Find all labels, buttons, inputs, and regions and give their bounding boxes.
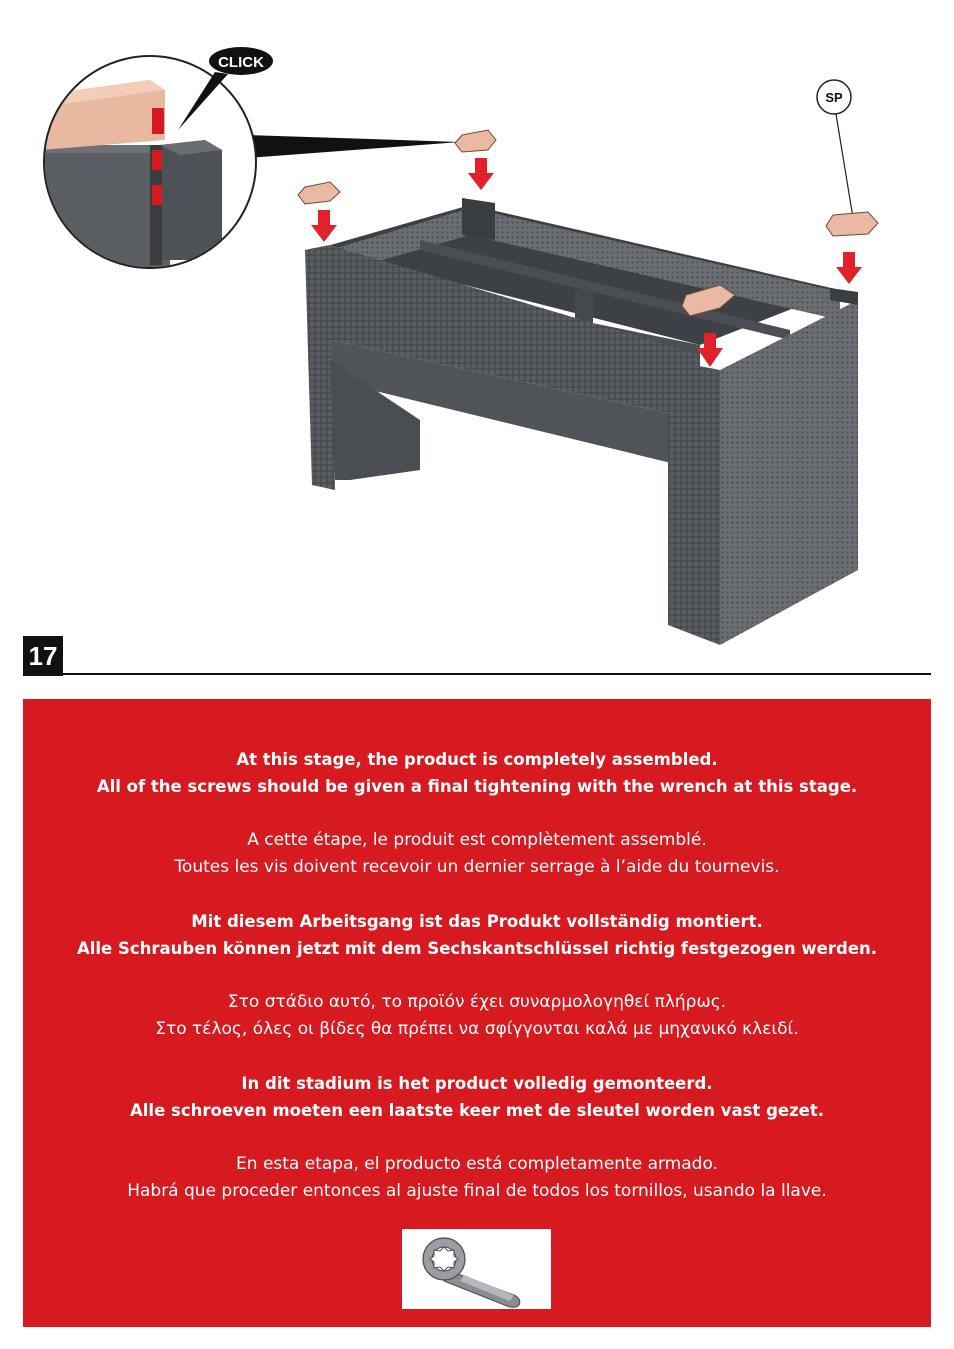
instruction-line: Mit diesem Arbeitsgang ist das Produkt vollständig montiert. <box>191 912 763 931</box>
instruction-line: Alle schroeven moeten een laatste keer met de sleutel worden vast gezet. <box>129 1101 825 1120</box>
instruction-es <box>23 1151 931 1205</box>
zoom-pointer <box>248 135 460 158</box>
instruction-line: Toutes les vis doivent recevoir un dernier serrage à l’aide du tournevis. <box>174 857 780 877</box>
instruction-line: Στο στάδιο αυτό, το προϊόν έχει συναρμολογηθεί πλήρως. <box>227 992 727 1012</box>
zoom-detail <box>40 56 256 275</box>
sp-callout-icon <box>817 80 860 234</box>
sp-label: SP <box>825 90 843 105</box>
instruction-en <box>23 746 931 800</box>
instruction-de <box>23 908 931 962</box>
instruction-line: Habrá que proceder entonces al ajuste final de todos los tornillos, usando la llave. <box>127 1181 827 1201</box>
instruction-line: At this stage, the product is completely assembled. <box>236 750 718 769</box>
instruction-line: Alle Schrauben können jetzt mit dem Sechskantschlüssel richtig festgezogen werden. <box>76 939 878 958</box>
instruction-nl <box>23 1070 931 1124</box>
instruction-line: En esta etapa, el producto está completamente armado. <box>236 1154 718 1174</box>
instruction-line: In dit stadium is het product volledig gemonteerd. <box>241 1074 713 1093</box>
wrench-icon <box>402 1229 551 1309</box>
step-number: 17 <box>23 636 63 676</box>
instruction-fr <box>23 827 931 881</box>
click-label: CLICK <box>218 54 264 71</box>
instruction-line: A cette étape, le produit est complètement assemblé. <box>247 830 707 850</box>
wrench-tool-box <box>402 1229 551 1309</box>
instruction-line: Στο τέλος, όλες οι βίδες θα πρέπει να σφίγγονται καλά με μηχανικό κλειδί. <box>155 1019 799 1039</box>
planter-body <box>305 198 858 645</box>
step-divider <box>63 673 931 675</box>
instruction-el <box>23 989 931 1043</box>
instructions-panel <box>23 699 931 1327</box>
instruction-line: All of the screws should be given a final tightening with the wrench at this stage. <box>96 777 858 796</box>
